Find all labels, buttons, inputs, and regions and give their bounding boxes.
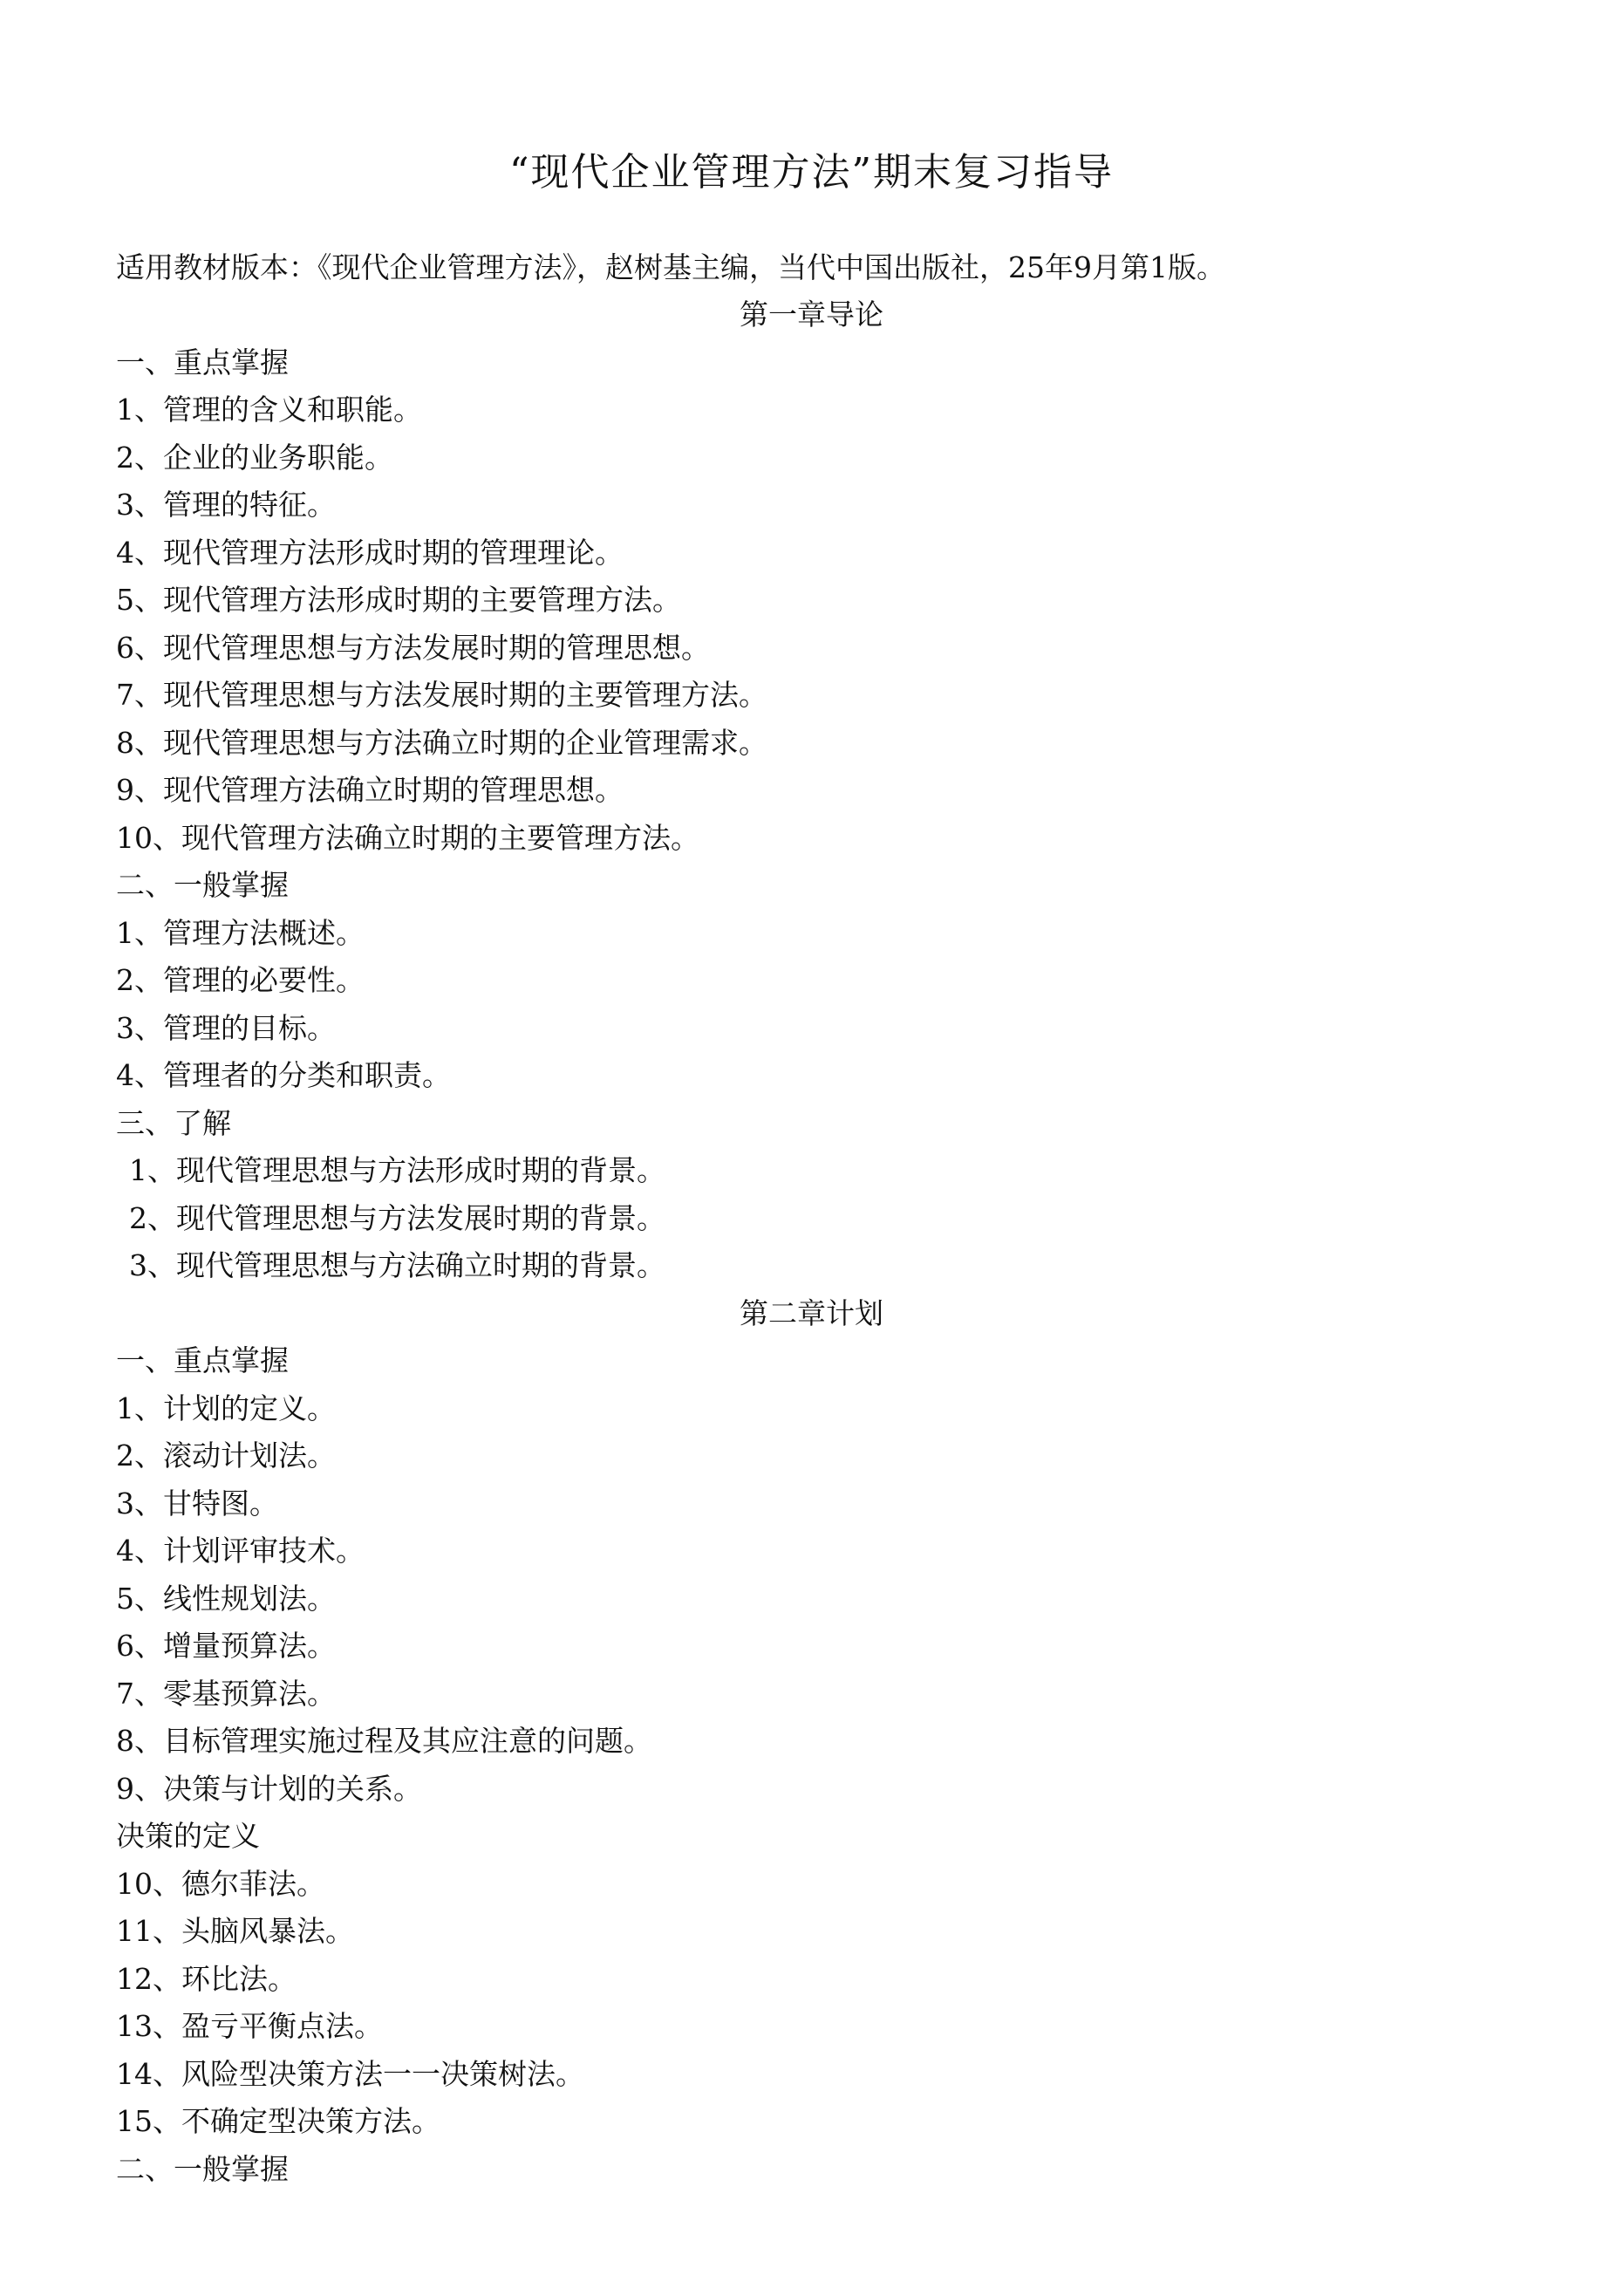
outline-item: 4、计划评审技术。	[116, 1534, 365, 1568]
section-heading: 一、重点掌握	[116, 345, 289, 379]
outline-item: 7、现代管理思想与方法发展时期的主要管理方法。	[116, 678, 767, 712]
section-heading: 二、一般掌握	[116, 2151, 289, 2186]
outline-item: 13、盈亏平衡点法。	[116, 2009, 383, 2043]
outline-item: 3、现代管理思想与方法确立时期的背景。	[129, 1248, 665, 1282]
outline-item: 4、管理者的分类和职责。	[116, 1058, 451, 1092]
outline-item: 9、现代管理方法确立时期的管理思想。	[116, 773, 624, 807]
outline-item: 6、现代管理思想与方法发展时期的管理思想。	[116, 630, 710, 665]
outline-item: 1、计划的定义。	[116, 1391, 336, 1425]
outline-item: 4、现代管理方法形成时期的管理理论。	[116, 535, 624, 570]
outline-item: 7、零基预算法。	[116, 1676, 336, 1711]
outline-item: 5、现代管理方法形成时期的主要管理方法。	[116, 583, 681, 617]
section-heading: 二、一般掌握	[116, 868, 289, 902]
outline-item: 9、决策与计划的关系。	[116, 1771, 422, 1806]
outline-item: 6、增量预算法。	[116, 1629, 336, 1663]
outline-item: 14、风险型决策方法一一决策树法。	[116, 2056, 584, 2091]
outline-item: 10、现代管理方法确立时期的主要管理方法。	[116, 820, 699, 855]
document-title: “现代企业管理方法”期末复习指导	[509, 150, 1114, 195]
outline-item: 15、不确定型决策方法。	[116, 2104, 440, 2138]
outline-item: 1、管理方法概述。	[116, 915, 365, 950]
outline-item: 8、目标管理实施过程及其应注意的问题。	[116, 1724, 652, 1758]
outline-list	[0, 291, 1623, 2193]
outline-item: 10、德尔菲法。	[116, 1866, 325, 1901]
chapter-heading: 第二章计划	[740, 1295, 883, 1330]
section-heading: 三、了解	[116, 1105, 231, 1140]
outline-item: 2、现代管理思想与方法发展时期的背景。	[129, 1200, 665, 1235]
outline-item: 1、现代管理思想与方法形成时期的背景。	[129, 1153, 665, 1187]
outline-item: 1、管理的含义和职能。	[116, 393, 422, 427]
outline-item: 12、环比法。	[116, 1961, 297, 1996]
chapter-heading: 第一章导论	[740, 297, 883, 331]
outline-item: 2、企业的业务职能。	[116, 440, 393, 475]
outline-item: 2、滚动计划法。	[116, 1438, 336, 1473]
section-heading: 一、重点掌握	[116, 1343, 289, 1377]
outline-item: 3、管理的特征。	[116, 488, 336, 522]
outline-item: 2、管理的必要性。	[116, 963, 365, 997]
outline-item: 3、管理的目标。	[116, 1010, 336, 1045]
outline-item: 3、甘特图。	[116, 1486, 278, 1520]
outline-item: 11、头脑风暴法。	[116, 1914, 354, 1948]
outline-item: 5、线性规划法。	[116, 1581, 336, 1616]
textbook-edition-note: 适用教材版本：《现代企业管理方法》，赵树基主编，当代中国出版社，25年9月第1版。	[116, 250, 1225, 284]
outline-item: 决策的定义	[116, 1819, 260, 1853]
outline-item: 8、现代管理思想与方法确立时期的企业管理需求。	[116, 725, 767, 760]
